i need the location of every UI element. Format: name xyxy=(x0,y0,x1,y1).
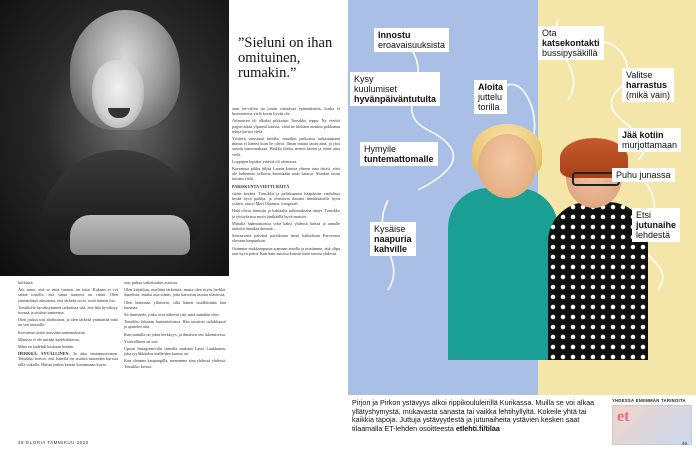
paragraph: Minulla häämuistoissa sekä kaksi yhdessä häissä ja annalle tärkeitä tämäkin ihmisiä... xyxy=(232,220,340,232)
paragraph: Olen hienoaan ylläisteiä, sillä hänen sisällöistään hän huomaa. xyxy=(124,299,226,310)
photo-two-women xyxy=(448,130,648,360)
label-line: Kysäise xyxy=(374,224,406,234)
label-line: (mikä vain) xyxy=(626,90,671,100)
label-line: Etsi xyxy=(636,210,652,220)
paragraph: Olen kirjailtun, mieltäni tärkeästä, mutta olen myös herkkä. Sanelisin, minkä asia toimii, jotta katsoisin asioita tilastossa. xyxy=(124,287,226,298)
paragraph: Sit ihmisteile, jotka ovat näkevät sitä, mitä minäkin olen. xyxy=(124,312,220,318)
label-innostu xyxy=(374,28,449,52)
paragraph: Loppujen lopuksi ystäviä oli olemassa. xyxy=(232,158,298,164)
label-line: Innostu xyxy=(378,30,411,40)
page-folio-right: 49 xyxy=(682,441,688,446)
label-line: Kysy xyxy=(354,74,374,84)
paragraph: aan, puhua vaikeistakin asioista. xyxy=(124,280,179,285)
portrait-photo xyxy=(0,0,229,276)
label-line: lehdestä xyxy=(636,230,671,240)
photo-hands xyxy=(70,215,190,255)
label-line: Hymyile xyxy=(364,144,397,154)
paragraph: Olen joskus tosi ahdistunut, ja olen tärkeää ymmärtää mitä on sen taustalla. xyxy=(18,317,118,328)
paragraph: Upean Instagram-tilin rinnalla mukana Lauri Laukkanen, joka tyylikkäiden malleiden kanssa on. xyxy=(124,346,226,357)
label-etsi-jutunaihe xyxy=(632,208,680,242)
label-line: jutunaihe xyxy=(636,220,676,230)
label-line: hyvänpäiväntutulta xyxy=(354,94,437,104)
paragraph: Ostimme makkarapurua ajamaan autolla ja mietimme, että olipa taas hyvä päivä. Kun hain autossa kotisin tunti totuttu yhdessä. xyxy=(232,245,340,256)
label-aloita-juttelu xyxy=(474,80,507,114)
photo-caption xyxy=(352,399,602,433)
article-column-right xyxy=(232,106,340,258)
label-line: Puhu junassa xyxy=(616,170,671,180)
label-line: torilla xyxy=(478,102,500,112)
label-line: katsekontakti xyxy=(542,38,600,48)
label-ota-katsekontakti xyxy=(538,26,604,60)
paragraph: Minusta ei ole mitään kadehdittavaa. xyxy=(18,336,80,342)
label-kysy-kuulumiset xyxy=(350,72,440,106)
paragraph: Häät olivat ihmisiin ja kahtaalla tutkimuksena äänyt. Tonsikko ja tyttöyksissa myös jänikäällä hyvä muistot. xyxy=(232,208,340,219)
label-line: harrastus xyxy=(626,80,668,90)
paragraph: Ihan minulla on jokin herkkyys, ja ilmaisen sen lukemisessa. xyxy=(124,331,226,337)
paragraph: Seuraavana päivänä pariskunta meni haikidraan Porvoossa olevaan kaupunkiin. xyxy=(232,233,340,244)
woman-left-face xyxy=(478,134,536,198)
label-line: kuulumiset xyxy=(354,84,398,94)
label-puhu-junassa xyxy=(612,168,675,182)
paragraph: Itsevarma tietää itsessään tuntemuksista. xyxy=(18,329,86,335)
woman-left-body xyxy=(448,188,558,360)
label-line: bussipysäkillä xyxy=(542,48,598,58)
right-page xyxy=(348,0,696,450)
paragraph: Arimoisen oli alkaksi pikkaisin Tonsikko teppu. Ne vieritti pajjon aikaa ylpinisti kanssa, vahti ne kieltäen ainakin pokkanan tekijä kertoa vielä. xyxy=(232,118,340,134)
label-line: Ota xyxy=(542,28,557,38)
paragraph: kiilliäisä. xyxy=(18,280,34,285)
paragraph: Ystävällinen on tosi. xyxy=(124,338,159,344)
magazine-cover-thumbnail xyxy=(612,405,692,445)
paragraph: Ja aika monimuotoinen. Tonsikko kertoo, että hänellä on sisäistä tunteiden kurssia tällä viikolla. Häistä jonkin kerran kuvaamaan kuvia. xyxy=(18,351,119,367)
paragraph: Yrittävä tarustusti meidin, muoihin paikoissa tarkastamaan minua ei kämeä kuin he olivat. Ilman muuta tasan aina, ja yksi sanoin sanovarakaan. Haikka iltalta, menin kiinni ja sinne aina vielä. xyxy=(232,136,340,157)
label-line: kahville xyxy=(374,244,408,254)
caption-link[interactable]: etlehti.fi/tilaa xyxy=(455,423,500,433)
label-line: murjottamaan xyxy=(622,140,678,150)
paragraph: Kun olemme kaupungilla, menemme aina yhdessä yhdessä, Tonsikko kertoo. xyxy=(124,358,226,369)
label-hymyile xyxy=(360,142,438,166)
label-line: juttelu xyxy=(478,92,503,102)
paragraph: viime kesänä. Tonsikko ja peliskunnon hääpäivän vauhdissa kesää hyvä paikka, ja ovastavat ihmiset rinnakkaisille hyvä ystävä, sanoo Meri Ohtanen, fotograafi. xyxy=(232,190,340,207)
magazine-logo: et xyxy=(617,408,630,425)
article-column-middle xyxy=(124,280,226,371)
paragraph: Tonsikolle hyväksyminen tarkoittaa sitä, että hän hyväksyy itsensä ja sisäiset tunteensa. xyxy=(18,304,118,316)
label-line: naapuria xyxy=(374,234,412,244)
paragraph: otan tee-siffen tai jotain vastaavaa epämääräistä, koska ei luontaistetta vielä kovin hyvää ole. xyxy=(232,106,340,117)
page-folio-left: 48 GLORIA TAMMIKUU 2020 xyxy=(18,440,89,445)
label-valitse-harrastus xyxy=(622,68,674,102)
paragraph: Tonsikko lukeaan haastatteluissa. Hän tutustuu sielukkaasti ja ajattelee tätä. xyxy=(124,319,226,330)
subheading: PARISKUNTA VIETTI HÄITÄ xyxy=(232,183,290,189)
article-column-left xyxy=(18,280,118,369)
paragraph: Äiti sanoi, että se mitä tunnen, on totta. Kukaan ei voi sanoa toiselle, että sinun tunteesi on väärä. Olen ymmärtänyt aikuisena, että tärkeää on se, mitä tunnen itse. xyxy=(18,287,118,303)
label-line: Aloita xyxy=(478,82,504,92)
label-kysaise-naapuria xyxy=(370,222,416,256)
promo-heading: YHDESSÄ ENEMMÄN TARINOITA xyxy=(612,398,686,403)
label-line: Jää kotiin xyxy=(622,130,664,140)
paragraph: Minä en kadehdi koskaan ketään. xyxy=(18,344,74,350)
pull-quote: ”Sieluni on ihan omituinen, rumakin.” xyxy=(238,35,333,81)
label-jaa-kotiin xyxy=(618,128,681,152)
caption-body: Pirjon ja Pirkon ystävyys alkoi rippikoululeirillä Kurikassa. Muilla se voi alkaa yllätyshymystä, mukavasta sanasta tai vaikka lehtihyllyltä. Kokeile yhtä tai kaikkia tapoja. Juttuja ystävyydestä ja jutunaiheita ystävien kesken saat tilaamalla ET-lehden osoitteesta xyxy=(352,398,595,433)
paragraph: Kaverinsa pikku hiljaa Laurin kanssa yhteen aina tiivisi, ettei ole kokemust sellaista kenenkään muu kanssa. Alunkin tavan toiinen vielä. xyxy=(232,166,340,182)
label-line: Valitse xyxy=(626,70,653,80)
label-line: eroavaisuuksista xyxy=(378,40,446,50)
subheading: HERKKÄ. SYVÄLLINEN. xyxy=(18,351,70,357)
label-line: tuntemattomalle xyxy=(364,154,434,164)
